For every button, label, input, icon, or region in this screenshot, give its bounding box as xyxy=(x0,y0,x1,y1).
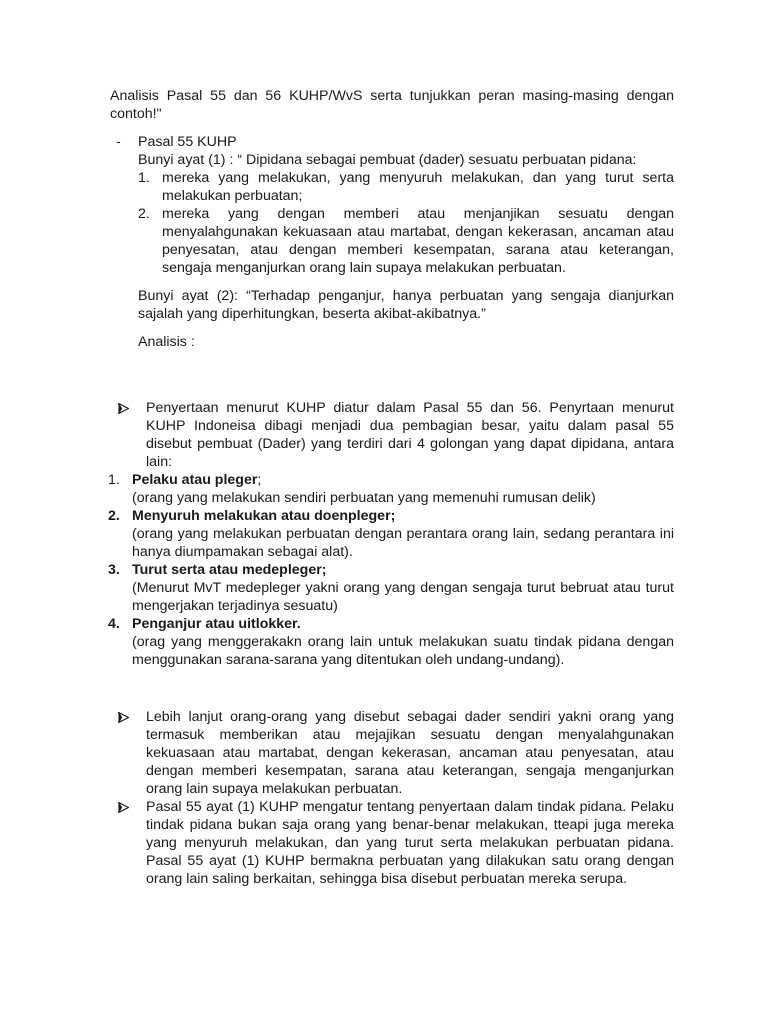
dash-marker: - xyxy=(116,134,121,150)
pasal55-section xyxy=(110,133,674,351)
bullet-text: Penyertaan menurut KUHP diatur dalam Pasal 55 dan 56. Penyrtaan menurut KUHP Indoneisa dibagi menjadi dua pembagian besar, yaitu dalam pasal 55 disebut pembuat (Dader) yang terdiri dari 4 golongan yang dapat dipidana, antara lain: xyxy=(146,400,674,470)
golongan-desc: (Menurut MvT medepleger yakni orang yang dengan sengaja turut bebruat atau turut mengerjakan terjadinya sesuatu) xyxy=(132,580,674,614)
list-item xyxy=(138,205,674,277)
bullet-text: Lebih lanjut orang-orang yang disebut sebagai dader sendiri yakni orang yang termasuk memberikan atau mejajikan sesuatu dengan menyalahgunakan kekuasaan atau martabat, dengan kekerasan, ancaman atau penyesatan, atau dengan memberi kesempatan, sarana atau keterangan, sengaja menganjurkan orang lain supaya melakukan perbuatan. xyxy=(146,709,674,797)
golongan-title: Turut serta atau medepleger; xyxy=(132,562,327,578)
list-item-number: 1. xyxy=(138,170,150,186)
bullet-item xyxy=(118,798,674,888)
ayat1-list xyxy=(138,169,674,277)
golongan-item xyxy=(108,561,674,615)
golongan-desc: (orang yang melakukan sendiri perbuatan yang memenuhi rumusan delik) xyxy=(132,490,596,506)
list-item-number: 2. xyxy=(138,206,150,222)
pasal55-heading: Pasal 55 KUHP xyxy=(138,134,237,150)
golongan-suffix: ; xyxy=(257,472,262,488)
ayat2-text: Bunyi ayat (2): “Terhadap penganjur, hanya perbuatan yang sengaja dianjurkan sajalah yang diperhitungkan, beserta akibat-akibatnya.” xyxy=(138,288,674,322)
golongan-title: Penganjur atau uitlokker. xyxy=(132,616,301,632)
analysis-bullet-1 xyxy=(108,399,674,669)
pasal55-content xyxy=(138,133,674,351)
golongan-list xyxy=(108,471,674,669)
bullet-item xyxy=(118,399,674,471)
bullet-text: Pasal 55 ayat (1) KUHP mengatur tentang penyertaan dalam tindak pidana. Pelaku tindak pidana bukan saja orang yang benar-benar melakukan, tteapi juga mereka yang menyuruh melakukan, dan yang turut serta melakukan perbuatan pidana. Pasal 55 ayat (1) KUHP bermakna perbuatan yang dilakukan satu orang dengan orang lain saling berkaitan, sehingga bisa disebut perbuatan mereka serupa. xyxy=(146,799,674,887)
golongan-title: Menyuruh melakukan atau doenpleger; xyxy=(132,508,396,524)
analisis-label: Analisis : xyxy=(138,334,195,350)
arrow-bullet-icon xyxy=(118,802,129,813)
golongan-item xyxy=(108,507,674,561)
list-item-text: mereka yang melakukan, yang menyuruh melakukan, dan yang turut serta melakukan perbuatan; xyxy=(162,170,674,204)
ayat1-intro: Bunyi ayat (1) : “ Dipidana sebagai pembuat (dader) sesuatu perbuatan pidana: xyxy=(138,152,637,168)
intro-question: Analisis Pasal 55 dan 56 KUHP/WvS serta tunjukkan peran masing-masing dengan contoh!" xyxy=(110,88,674,122)
golongan-number: 2. xyxy=(108,508,120,524)
golongan-title: Pelaku atau pleger xyxy=(132,472,258,488)
golongan-desc: (orang yang melakukan perbuatan dengan perantara orang lain, sedang perantara ini hanya diumpamakan sebagai alat). xyxy=(132,526,674,560)
list-item xyxy=(138,169,674,205)
bullet-item xyxy=(118,708,674,798)
list-item-text: mereka yang dengan memberi atau menjanjikan sesuatu dengan menyalahgunakan kekuasaan atau martabat, dengan kekerasan, ancaman atau penyesatan, atau dengan memberi kesempatan, sarana atau keterangan, sengaja menganjurkan orang lain supaya melakukan perbuatan. xyxy=(162,206,674,276)
golongan-number: 4. xyxy=(108,616,120,632)
golongan-item xyxy=(108,615,674,669)
arrow-bullet-icon xyxy=(118,403,129,414)
analysis-bullet-2 xyxy=(118,708,674,798)
golongan-number: 1. xyxy=(108,472,120,488)
golongan-desc: (orag yang menggerakakn orang lain untuk melakukan suatu tindak pidana dengan menggunakan sarana-sarana yang ditentukan oleh undang-undang). xyxy=(132,634,674,668)
analysis-bullet-3 xyxy=(118,798,674,888)
golongan-number: 3. xyxy=(108,562,120,578)
golongan-item xyxy=(108,471,674,507)
arrow-bullet-icon xyxy=(118,712,129,723)
